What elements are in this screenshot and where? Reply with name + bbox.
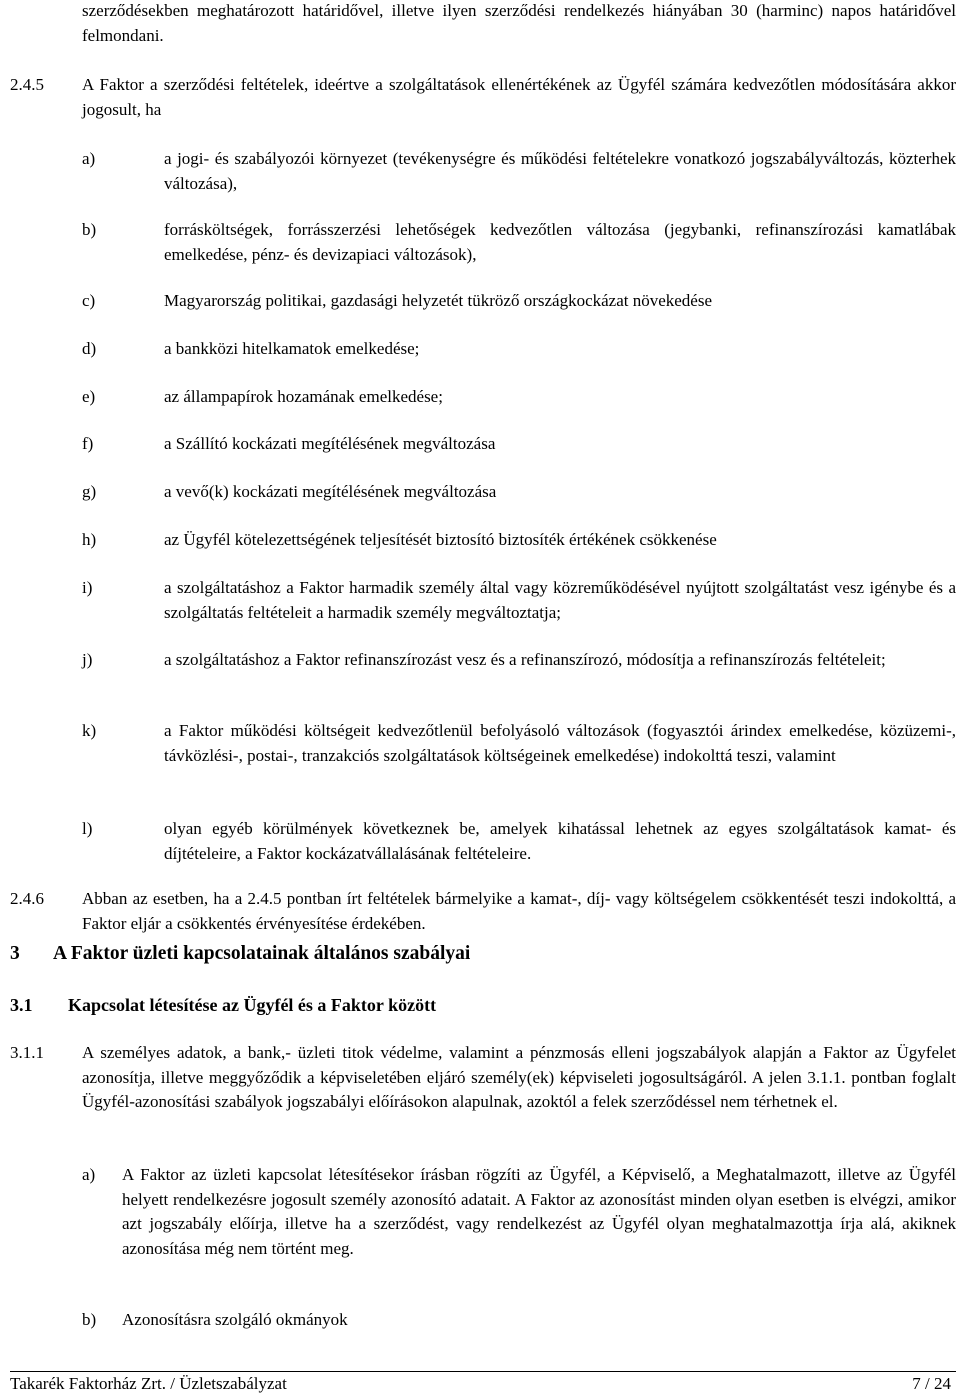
list-item-text: forrásköltségek, forrásszerzési lehetőségek kedvezőtlen változása (jegybanki, refinanszírozási kamatlábak emelkedése, pénz- és devizapiaci változások), <box>164 220 956 264</box>
paragraph-text: A Faktor a szerződési feltételek, ideértve a szolgáltatások ellenértékének az Ügyfél számára kedvezőtlen módosítására akkor jogosult, ha <box>82 75 956 119</box>
list-item-k <box>82 719 956 768</box>
list-item-g <box>82 480 956 505</box>
list-item-text: a bankközi hitelkamatok emelkedése; <box>164 339 420 358</box>
list-item-label: j) <box>82 650 93 669</box>
list-item-text: a vevő(k) kockázati megítélésének megváltozása <box>164 482 497 501</box>
paragraph-3-1-1 <box>10 1041 956 1115</box>
list-item-d <box>82 337 956 362</box>
list-item-j <box>82 648 956 673</box>
list-item-label: b) <box>82 1310 97 1329</box>
list-item-text: a szolgáltatáshoz a Faktor refinanszírozást vesz és a refinanszírozó, módosítja a refinanszírozás feltételeit; <box>164 650 886 669</box>
list-item-c <box>82 289 956 314</box>
list-item-text: az Ügyfél kötelezettségének teljesítését biztosító biztosíték értékének csökkenése <box>164 530 717 549</box>
list-item-text: a Faktor működési költségeit kedvezőtlenül befolyásoló változások (fogyasztói árindex emelkedése, közüzemi-, távközlési-, postai-, tranzakciós szolgáltatások költségeinek emelkedése) indokolttá teszi, valamint <box>164 721 956 765</box>
paragraph-text: Abban az esetben, ha a 2.4.5 pontban írt feltételek bármelyike a kamat-, díj- vagy költségelem csökkentését teszi indokolttá, a Faktor eljár a csökkentés érvényesítése érdekében. <box>82 889 956 933</box>
list-item-label: b) <box>82 220 97 239</box>
list-item-label: k) <box>82 721 97 740</box>
list-item-text: olyan egyéb körülmények következnek be, amelyek kihatással lehetnek az egyes szolgáltatások kamat- és díjtételeire, a Faktor kockázatvállalásának feltételeire. <box>164 819 956 863</box>
paragraph-text: A személyes adatok, a bank,- üzleti titok védelme, valamint a pénzmosás elleni jogszabályok alapján a Faktor az Ügyfelet azonosítja, illetve meggyőződik a képviseletében eljáró személy(ek) képviseleti jogosultságáról. A jelen 3.1.1. pontban foglalt Ügyfél-azonosítási szabályok jogszabályi előírásokon alapulnak, azoktól a felek szerződéssel nem térhetnek el. <box>82 1043 956 1111</box>
section-number: 3 <box>10 943 20 964</box>
sub-item-a <box>82 1163 956 1261</box>
section-number: 3.1 <box>10 995 33 1015</box>
list-item-h <box>82 528 956 553</box>
paragraph-number: 2.4.6 <box>10 889 44 908</box>
list-item-l <box>82 817 956 866</box>
intro-paragraph: szerződésekben meghatározott határidővel, illetve ilyen szerződési rendelkezés hiányában 30 (harminc) napos határidővel felmondani. <box>82 1 956 45</box>
list-item-label: h) <box>82 530 97 549</box>
list-item-a <box>82 147 956 196</box>
list-item-label: l) <box>82 819 93 838</box>
list-item-text: Azonosításra szolgáló okmányok <box>122 1310 348 1329</box>
list-item-f <box>82 432 956 457</box>
section-title: Kapcsolat létesítése az Ügyfél és a Faktor között <box>68 995 437 1015</box>
list-item-label: d) <box>82 339 97 358</box>
section-heading-3-1 <box>10 993 436 1018</box>
list-item-text: a szolgáltatáshoz a Faktor harmadik személy által vagy közreműködésével nyújtott szolgáltatást vesz igénybe és a szolgáltatás feltételeit a harmadik személy megváltoztatja; <box>164 578 956 622</box>
list-item-i <box>82 576 956 625</box>
list-item-label: i) <box>82 578 93 597</box>
section-title: A Faktor üzleti kapcsolatainak általános szabályai <box>53 943 471 964</box>
list-item-label: c) <box>82 291 96 310</box>
list-item-label: a) <box>82 1165 96 1184</box>
list-item-text: Magyarország politikai, gazdasági helyzetét tükröző országkockázat növekedése <box>164 291 713 310</box>
paragraph-2-4-5 <box>10 73 956 122</box>
list-item-text: az állampapírok hozamának emelkedése; <box>164 387 443 406</box>
list-item-label: g) <box>82 482 97 501</box>
list-item-b <box>82 218 956 267</box>
list-item-label: e) <box>82 387 96 406</box>
paragraph-number: 2.4.5 <box>10 75 44 94</box>
list-item-label: f) <box>82 434 94 453</box>
list-item-text: a jogi- és szabályozói környezet (tevékenységre és működési feltételekre vonatkozó jogszabályváltozás, közterhek változása), <box>164 149 956 193</box>
list-item-label: a) <box>82 149 96 168</box>
list-item-text: A Faktor az üzleti kapcsolat létesítésekor írásban rögzíti az Ügyfél, a Képviselő, a Meghatalmazott, illetve az Ügyfél helyett rendelkezésre jogosult személy azonosító adatait. A Faktor az azonosítást minden olyan esetben is elvégzi, amikor azt jogszabály előírja, illetve ha a szerződést, vagy rendelkezést az Ügyfél olyan meghatalmazottja írja alá, akiknek azonosítása még nem történt meg. <box>122 1165 956 1258</box>
list-item-e <box>82 385 956 410</box>
paragraph-number: 3.1.1 <box>10 1043 44 1062</box>
list-item-text: a Szállító kockázati megítélésének megváltozása <box>164 434 496 453</box>
footer-page-number: 7 / 24 <box>912 1374 951 1393</box>
footer-document-title: Takarék Faktorház Zrt. / Üzletszabályzat <box>10 1374 287 1393</box>
sub-item-b <box>82 1308 956 1333</box>
section-heading-3 <box>10 942 470 967</box>
paragraph-2-4-6 <box>10 887 956 936</box>
